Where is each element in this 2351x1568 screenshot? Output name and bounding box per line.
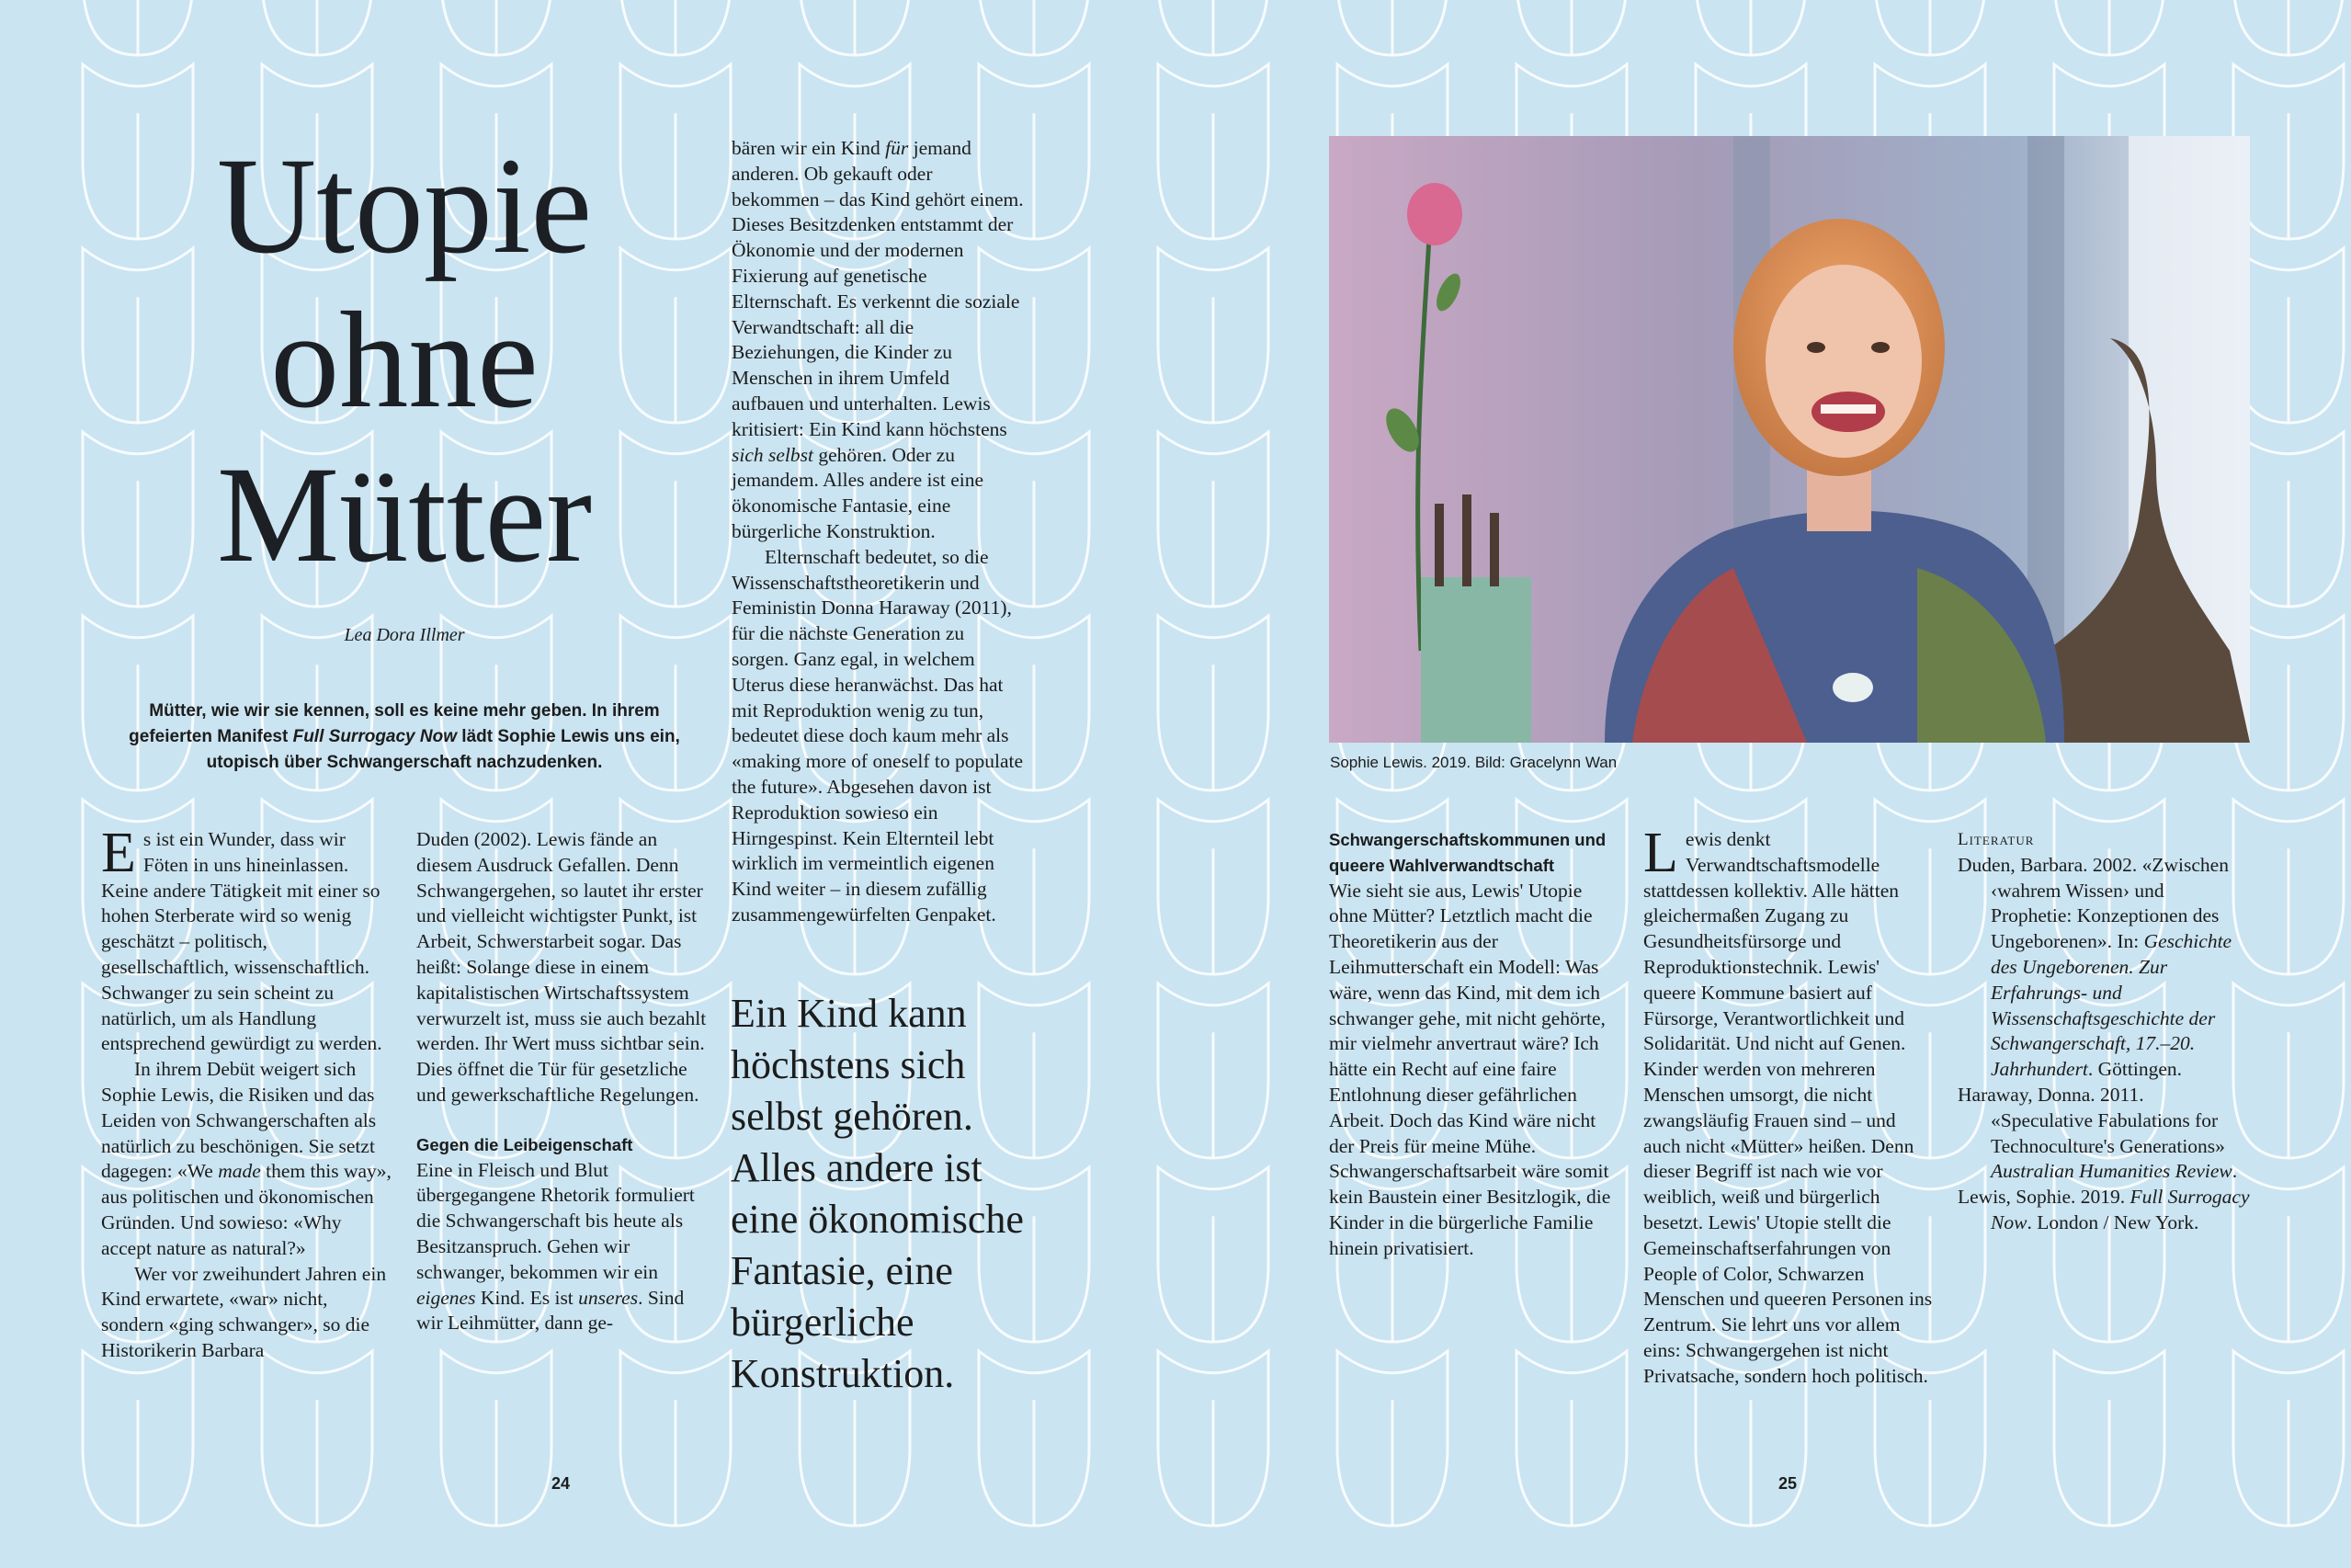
lead-book-title: Full Surrogacy Now [292,727,458,746]
paragraph: s ist ein Wunder, dass wir Föten in uns hineinlassen. Keine andere Tätigkeit mit einer so hohen Sterberate wird so wenig geschätzt – politisch, gesellschaftlich, wissenschaftlich. Schwanger zu sein scheint zu natürlich, um als Handlung entsprechend gewürdigt zu werden. [101,828,382,1055]
paragraph: Wie sieht sie aus, Lewis' Utopie ohne Mütter? Letztlich macht die Theoretikerin aus der Leihmutterschaft ein Modell: Was wäre, wenn das Kind, mit dem ich schwanger gehe, mit nicht gehörte, mir vielmehr anvertraut wäre? Ich hätte ein Recht auf eine faire Entlohnung dieser gefährlichen Arbeit. Doch das Kind wäre nicht der Preis für meine Mühe. Schwangerschaftsarbeit wäre somit kein Baustein einer Besitzlogik, die Kinder in die bürgerliche Familie hinein privatisiert. [1329,879,1611,1259]
pattern-motif [2233,616,2344,790]
pattern-motif [262,0,372,55]
paragraph: Elternschaft bedeutet, so die Wissenschaftstheoretikerin und Feministin Donna Haraway (2011), für die nächste Generation zu sorgen. Ganz egal, in welchem Uterus diese heranwächst. Das hat mit Reproduktion wenig zu tun, bedeutet diese doch kaum mehr als «making more of oneself to populate the future». Abgesehen davon ist Reproduktion sowieso ein Hirngespinst. Kein Elternteil lebt wirklich im vermeintlich eigenen Kind weiter – in diesem zufällig zusammengewürfelten Genpaket. [732,545,1024,926]
title-line: Mütter [216,438,593,591]
pattern-motif [441,1351,551,1526]
text-column-2 [416,827,709,1336]
pattern-motif [620,1351,731,1526]
pattern-motif [83,0,193,55]
text-column-1 [101,822,393,1364]
lead-text: Mütter, wie wir sie kennen, soll es keine mehr geben. In ihrem gefeierten Manifest [129,701,660,746]
pattern-motif [1158,1351,1268,1526]
drop-cap: E [101,822,136,884]
pattern-motif [2233,432,2344,607]
pattern-motif [1696,0,1806,55]
page-number-left: 24 [551,1474,571,1493]
pattern-motif [262,1351,372,1526]
paragraph: Duden (2002). Lewis fände an diesem Ausdruck Gefallen. Denn Schwangergehen, so lautet ihr erster und vielleicht wichtigster Punkt, ist Arbeit, Schwerstarbeit sogar. Das heißt: Solange diese in einem kapitalistischen Wirtschaftssystem verwurzelt ist, muss sie auch bezahlt werden. Ihr Wert muss sichtbar sein. Dies öffnet die Tür für gesetzliche und gewerkschaftliche Regelungen. [416,828,707,1106]
reference-entry: Lewis, Sophie. 2019. Full Surrogacy Now. London / New York. [1958,1186,2250,1233]
pattern-motif [1158,800,1268,974]
section-heading: Gegen die Leibeigenschaft [416,1134,633,1154]
paragraph: Wer vor zweihundert Jahren ein Kind erwartete, «war» nicht, sondern «ging schwanger», so die Historikerin Barbara [101,1262,387,1361]
page-number-right: 25 [1778,1474,1798,1493]
paragraph: bären wir ein Kind für jemand anderen. Ob gekauft oder bekommen – das Kind gehört einem. Dieses Besitzdenken entstammt der Ökonomie und der modernen Fixierung auf genetische Elternschaft. Es verkennt die soziale Verwandtschaft: all die Beziehungen, die Kinder zu Menschen in ihrem Umfeld aufbauen und unterhalten. Lewis kritisiert: Ein Kind kann höchstens sich selbst gehören. Oder zu jemandem. Alles andere ist eine ökonomische Fantasie, eine bürgerliche Konstruktion. [732,137,1024,542]
pattern-motif [441,0,551,55]
pattern-motif [1337,1351,1448,1526]
pattern-motif [2233,1167,2344,1342]
pattern-motif [1158,64,1268,239]
paragraph: In ihrem Debüt weigert sich Sophie Lewis, die Risiken und das Leiden von Schwangerschaften als natürlich zu beschönigen. Sie setzt dagegen: «We made them this way», aus politischen und ökonomischen Gründen. Und sowieso: «Why accept nature as natural?» [101,1058,392,1259]
reference-entry: Duden, Barbara. 2002. «Zwischen ‹wahrem Wissen› und Prophetie: Konzeptionen des Ungeborenen». In: Geschichte des Ungeborenen. Zur Erfahrungs- und Wissenschaftsgeschichte der Schwangerschaft, 17.–20. Jahrhundert. Göttingen. [1958,853,2232,1081]
literature-column [1958,827,2250,1236]
literature-heading: Literatur [1958,830,2035,849]
pattern-motif [2233,1351,2344,1526]
text-column-3 [732,136,1024,928]
text-column-4 [1329,827,1621,1262]
pattern-motif [2233,0,2344,55]
section-heading: Schwangerschaftskommunen und queere Wahlverwandtschaft [1329,830,1607,875]
pattern-motif [2233,248,2344,423]
lead-paragraph [129,699,680,776]
pattern-motif [1516,0,1627,55]
text-column-5 [1643,822,1936,1390]
paragraph: ewis denkt Verwandtschaftsmodelle stattdessen kollektiv. Alle hätten gleichermaßen Zugang zu Gesundheitsfürsorge und Reproduktionstechnik. Lewis' queere Kommune basiert auf Fürsorge, Verantwortlichkeit und Solidarität. Und nicht auf Genen. Kinder werden von mehreren Menschen umsorgt, die nicht zwangsläufig Frauen sind – und auch nicht «Mütter» heißen. Denn dieser Begriff ist nach wie vor weiblich, weiß und bürgerlich besetzt. Lewis' Utopie stellt die Gemeinschaftserfahrungen von People of Color, Schwarzen Menschen und queeren Personen ins Zentrum. Sie lehrt uns vor allem eins: Schwangergehen ist nicht Privatsache, sondern hoch politisch. [1643,828,1933,1387]
drop-cap: L [1643,822,1678,884]
pattern-motif [2233,800,2344,974]
pattern-motif [2054,0,2164,55]
pattern-motif [620,0,731,55]
pattern-motif [1158,248,1268,423]
pattern-motif [1337,0,1448,55]
pull-quote: Ein Kind kann höchstens sich selbst gehören. Alles andere ist eine ökonomische Fantasie, eine bürgerliche Konstruktion. [731,991,1024,1396]
pattern-motif [2054,1351,2164,1526]
article-title [138,129,671,592]
pattern-motif [979,0,1089,55]
pattern-motif [1158,1167,1268,1342]
title-line: Utopie [216,130,593,282]
pattern-motif [1875,0,1985,55]
pattern-motif [1158,616,1268,790]
pattern-motif [800,0,910,55]
paragraph: Eine in Fleisch und Blut übergegangene Rhetorik formuliert die Schwangerschaft bis heute als Besitzanspruch. Gehen wir schwanger, bekommen wir ein eigenes Kind. Es ist unseres. Sind wir Leihmütter, dann ge- [416,1158,695,1335]
pattern-motif [1158,432,1268,607]
portrait-photo [1329,136,2250,743]
reference-entry: Haraway, Donna. 2011. «Speculative Fabulations for Technoculture's Generations» Australian Humanities Review. [1958,1083,2238,1183]
pattern-motif [1158,983,1268,1158]
pattern-motif [2233,983,2344,1158]
pattern-motif [1516,1351,1627,1526]
photo-caption: Sophie Lewis. 2019. Bild: Gracelynn Wan [1330,754,1618,771]
author-byline: Lea Dora Illmer [344,625,465,645]
pattern-motif [1158,0,1268,55]
pattern-motif [2233,64,2344,239]
title-line: ohne [270,284,539,437]
pattern-motif [83,1351,193,1526]
lead-text: lädt Sophie Lewis uns ein, utopisch über Schwangerschaft nachzudenken. [206,727,680,772]
